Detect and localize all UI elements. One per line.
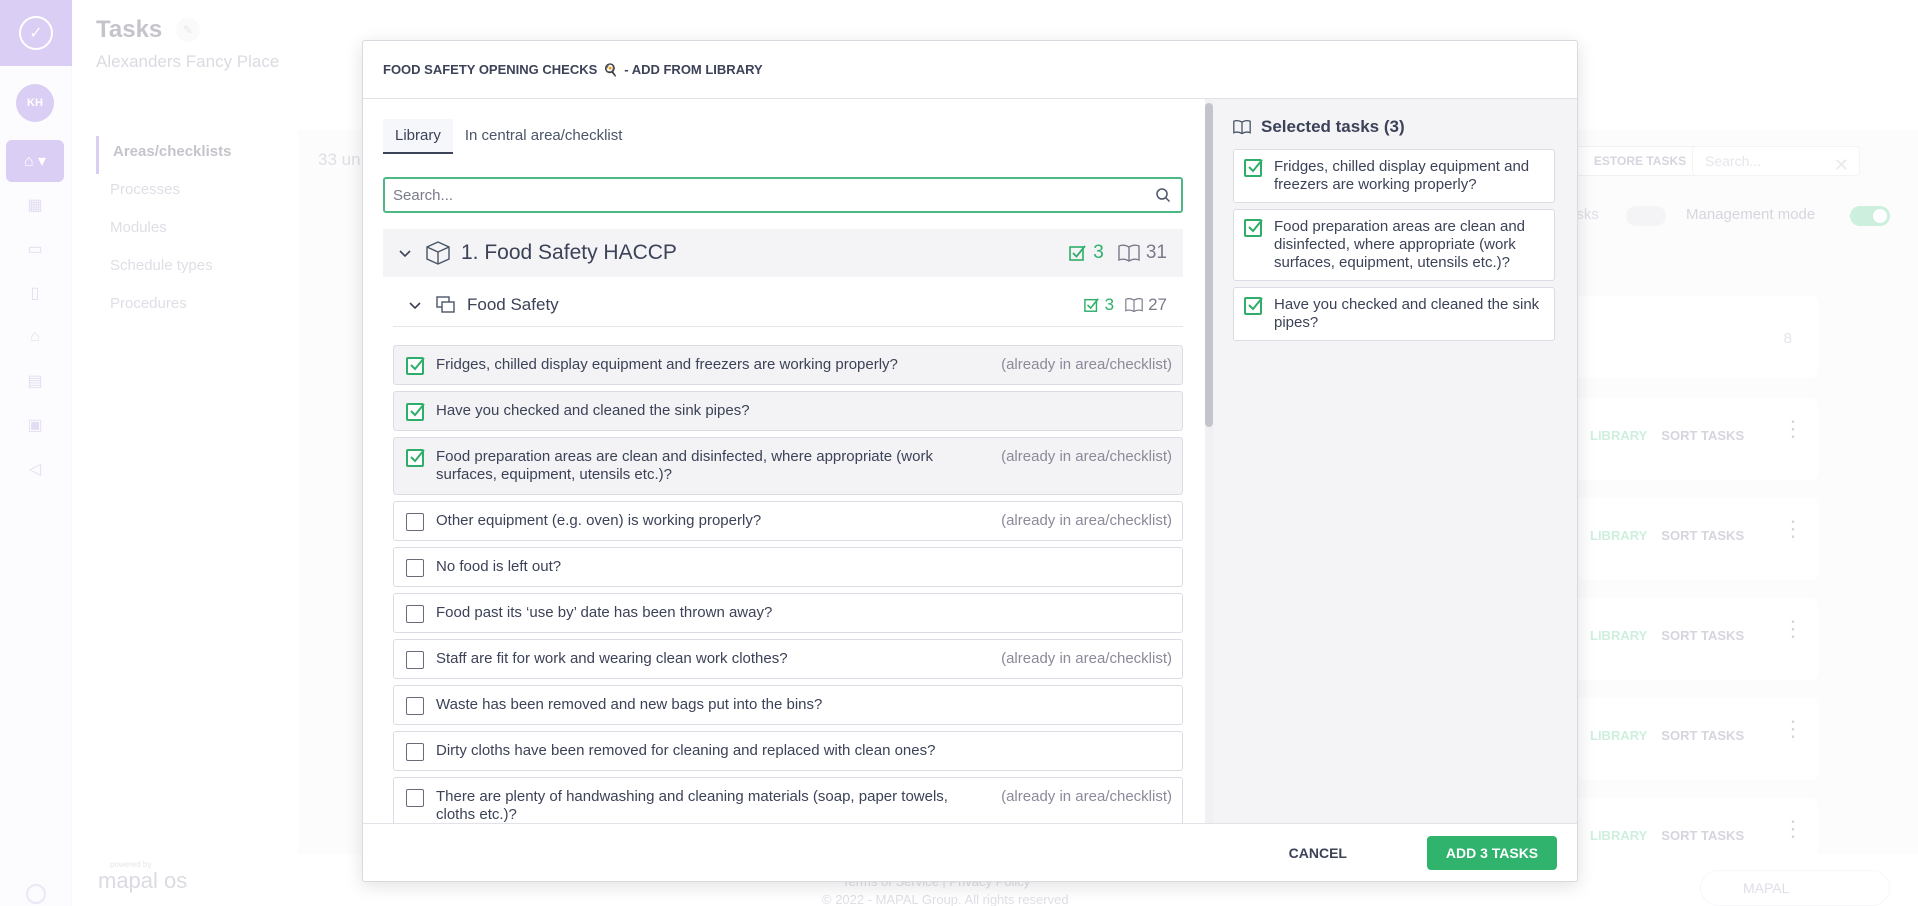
task-note: (already in area/checklist) xyxy=(1001,356,1172,373)
selected-task-checkbox[interactable] xyxy=(1244,219,1262,237)
task-checkbox[interactable] xyxy=(406,559,424,577)
add-tasks-button[interactable]: ADD 3 TASKS xyxy=(1427,836,1557,870)
subgroup-total-count: 27 xyxy=(1148,295,1167,314)
modal-header xyxy=(363,41,1577,99)
task-item[interactable] xyxy=(393,685,1183,725)
selected-task-text: Food preparation areas are clean and disinfected, where appropriate (work surfaces, equipment, utensils etc.)? xyxy=(1274,218,1526,271)
task-item[interactable] xyxy=(393,391,1183,431)
task-note: (already in area/checklist) xyxy=(1001,512,1172,529)
selected-task-item[interactable] xyxy=(1233,209,1555,281)
group-total-count: 31 xyxy=(1145,242,1167,263)
subgroup-selected-count: 3 xyxy=(1104,295,1115,314)
task-item[interactable] xyxy=(393,731,1183,771)
search-input[interactable] xyxy=(385,179,1125,211)
task-note: (already in area/checklist) xyxy=(1001,448,1172,465)
task-note: (already in area/checklist) xyxy=(1001,788,1172,805)
task-text: Fridges, chilled display equipment and freezers are working properly? xyxy=(436,356,898,373)
search-icon[interactable] xyxy=(1155,187,1171,203)
tab-in-central[interactable]: In central area/checklist xyxy=(464,127,623,144)
selected-tasks-header xyxy=(1233,117,1405,137)
book-icon xyxy=(1118,244,1140,262)
tab-bar xyxy=(383,119,634,154)
group-title: 1. Food Safety HACCP xyxy=(461,241,677,264)
selected-task-checkbox[interactable] xyxy=(1244,297,1262,315)
modal-footer xyxy=(363,823,1577,881)
selected-task-item[interactable] xyxy=(1233,149,1555,203)
task-checkbox[interactable] xyxy=(406,605,424,623)
checkbox-checked-icon xyxy=(1084,297,1100,313)
tab-library[interactable]: Library xyxy=(383,119,453,154)
task-item[interactable] xyxy=(393,547,1183,587)
subgroup-counts xyxy=(1084,295,1167,315)
subgroup-title: Food Safety xyxy=(467,294,559,314)
task-checkbox[interactable] xyxy=(406,697,424,715)
layers-icon xyxy=(435,295,457,315)
add-from-library-modal xyxy=(362,40,1578,882)
book-icon xyxy=(1233,118,1251,136)
library-pane xyxy=(363,99,1205,825)
cooking-emoji-icon: 🍳 xyxy=(603,62,619,77)
selected-tasks-pane xyxy=(1213,99,1578,825)
task-text: Food past its ‘use by’ date has been thrown away? xyxy=(436,604,773,621)
task-checkbox[interactable] xyxy=(406,513,424,531)
task-item[interactable] xyxy=(393,639,1183,679)
group-counts xyxy=(1069,242,1167,264)
task-text: Staff are fit for work and wearing clean work clothes? xyxy=(436,650,788,667)
selected-task-text: Have you checked and cleaned the sink pipes? xyxy=(1274,296,1540,331)
group-selected-count: 3 xyxy=(1093,242,1104,263)
task-text: Have you checked and cleaned the sink pipes? xyxy=(436,402,750,419)
selected-task-text: Fridges, chilled display equipment and freezers are working properly? xyxy=(1274,158,1530,193)
task-checkbox[interactable] xyxy=(406,449,424,467)
task-item[interactable] xyxy=(393,501,1183,541)
group-header[interactable] xyxy=(383,229,1183,277)
task-text: Dirty cloths have been removed for cleaning and replaced with clean ones? xyxy=(436,742,936,759)
modal-title-suffix: - ADD FROM LIBRARY xyxy=(624,62,763,77)
task-note: (already in area/checklist) xyxy=(1001,650,1172,667)
chevron-down-icon[interactable] xyxy=(409,299,421,311)
modal-title: FOOD SAFETY OPENING CHECKS xyxy=(383,62,598,77)
modal-body xyxy=(363,99,1577,825)
subgroup-header[interactable] xyxy=(393,283,1183,327)
task-text: There are plenty of handwashing and cleaning materials (soap, paper towels, cloths etc.)? xyxy=(436,788,948,823)
checkbox-checked-icon xyxy=(1069,244,1087,262)
task-text: No food is left out? xyxy=(436,558,562,575)
task-item[interactable] xyxy=(393,345,1183,385)
task-checkbox[interactable] xyxy=(406,357,424,375)
selected-task-checkbox[interactable] xyxy=(1244,159,1262,177)
task-text: Other equipment (e.g. oven) is working properly? xyxy=(436,512,762,529)
task-checkbox[interactable] xyxy=(406,789,424,807)
cancel-button[interactable]: CANCEL xyxy=(1277,836,1359,870)
task-list xyxy=(393,345,1183,825)
chevron-down-icon[interactable] xyxy=(399,247,411,259)
task-item[interactable] xyxy=(393,777,1183,825)
book-icon xyxy=(1125,297,1143,313)
cube-icon xyxy=(425,240,451,266)
library-search xyxy=(383,177,1183,213)
task-checkbox[interactable] xyxy=(406,403,424,421)
task-text: Waste has been removed and new bags put into the bins? xyxy=(436,696,823,713)
task-checkbox[interactable] xyxy=(406,743,424,761)
task-text: Food preparation areas are clean and disinfected, where appropriate (work surfaces, equipment, utensils etc.)? xyxy=(436,448,933,483)
task-item[interactable] xyxy=(393,437,1183,495)
selected-tasks-list xyxy=(1233,149,1555,347)
task-item[interactable] xyxy=(393,593,1183,633)
selected-tasks-title: Selected tasks (3) xyxy=(1261,117,1405,136)
scrollbar-thumb[interactable] xyxy=(1205,103,1213,427)
task-checkbox[interactable] xyxy=(406,651,424,669)
selected-task-item[interactable] xyxy=(1233,287,1555,341)
